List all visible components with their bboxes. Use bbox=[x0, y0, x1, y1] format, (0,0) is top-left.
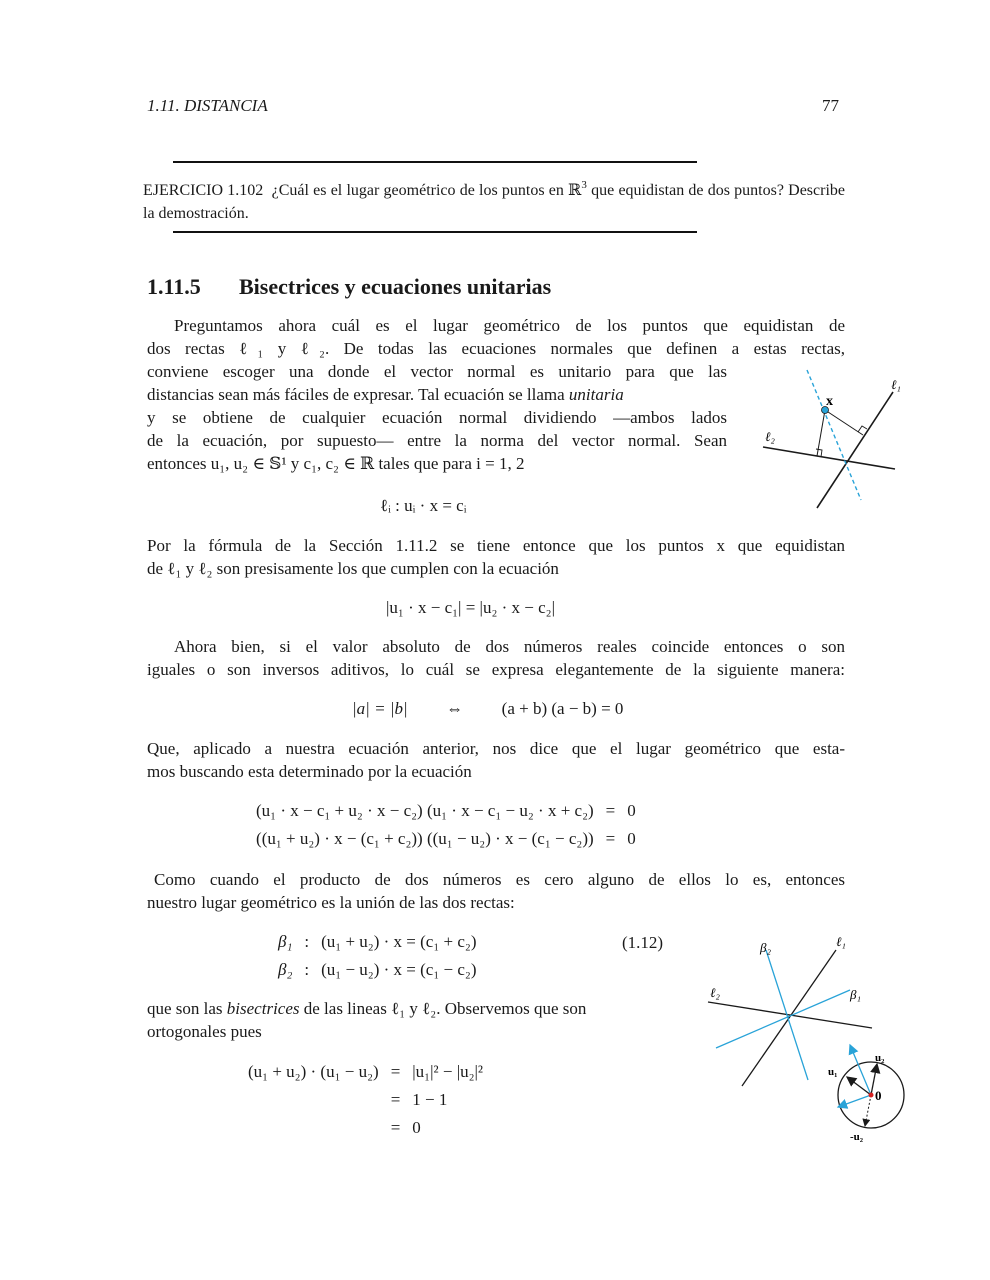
bisector-sep: : bbox=[304, 960, 310, 979]
para1-line4 bbox=[147, 383, 727, 406]
bisector-name: β₂ bbox=[278, 960, 293, 979]
eq-system-lhs: (u₁ · x − c₁ + u₂ · x − c₂) (u₁ · x − c₁ − u₂ · x + c₂) bbox=[256, 801, 594, 820]
running-head: 1.11. DISTANCIA bbox=[147, 96, 268, 115]
vector-difference bbox=[838, 1095, 871, 1107]
para6-line2: ortogonales pues bbox=[147, 1022, 262, 1041]
vector-neg-u2 bbox=[865, 1095, 871, 1126]
bisector-eq: (u₁ + u₂) · x = (c₁ + c₂) bbox=[321, 932, 477, 951]
eq-system-row bbox=[250, 825, 642, 853]
label-u1: u₁ bbox=[828, 1066, 838, 1078]
bisector-row bbox=[272, 928, 483, 956]
orth-row bbox=[242, 1058, 489, 1086]
origin-point bbox=[869, 1093, 874, 1098]
eq-system bbox=[250, 797, 642, 853]
para1-line6: de la ecuación, por supuesto— entre la norma del vector normal. Sean bbox=[147, 431, 727, 450]
orth-rhs: |u₁|² − |u₂|² bbox=[412, 1062, 484, 1081]
label-l2: ℓ₂ bbox=[765, 429, 775, 444]
para5-line2: nuestro lugar geométrico es la unión de las dos rectas: bbox=[147, 893, 515, 912]
eq-system-rel: = bbox=[605, 801, 616, 820]
line-l1 bbox=[742, 950, 836, 1086]
orth-row bbox=[242, 1114, 489, 1142]
bisector-dashed bbox=[807, 370, 861, 500]
section-number: 1.11.5 bbox=[147, 274, 201, 299]
bisector-name: β₁ bbox=[278, 932, 293, 951]
section-heading bbox=[147, 274, 551, 300]
label-l2: ℓ₂ bbox=[710, 985, 720, 1000]
equation-number: (1.12) bbox=[622, 933, 664, 952]
exercise-label: EJERCICIO 1.102 bbox=[143, 182, 264, 199]
eq-system-rhs: 0 bbox=[627, 829, 636, 848]
eq-iff-symbol: ⇔ bbox=[446, 699, 464, 718]
exercise-bottom-rule bbox=[173, 231, 697, 233]
label-beta1: β₁ bbox=[850, 987, 861, 1002]
para4-line2: mos buscando esta determinado por la ecuación bbox=[147, 762, 472, 781]
orth-rel: = bbox=[390, 1118, 401, 1137]
section-title: Bisectrices y ecuaciones unitarias bbox=[239, 274, 552, 299]
label-neg-u2: -u₂ bbox=[850, 1131, 864, 1143]
bisector-eq: (u₁ − u₂) · x = (c₁ − c₂) bbox=[321, 960, 477, 979]
para1-unitaria: unitaria bbox=[568, 385, 624, 404]
figure-lines-distance bbox=[755, 365, 905, 515]
orth-rel: = bbox=[390, 1062, 401, 1081]
label-l1: ℓ₁ bbox=[836, 934, 846, 949]
figure-bisectors bbox=[700, 930, 915, 1145]
para1-line7: entonces u₁, u₂ ∈ 𝕊¹ y c₁, c₂ ∈ ℝ tales que para i = 1, 2 bbox=[147, 454, 525, 473]
para6-text-a: que son las bbox=[147, 999, 227, 1018]
exercise-top-rule bbox=[173, 161, 697, 163]
eq-system-row bbox=[250, 797, 642, 825]
right-angle-l1 bbox=[858, 426, 867, 432]
eq-iff bbox=[352, 697, 623, 720]
perp-to-l1 bbox=[825, 410, 863, 435]
para4-line1: Que, aplicado a nuestra ecuación anterior, nos dice que el lugar geométrico que esta- bbox=[147, 739, 845, 758]
eq-system-lhs: ((u₁ + u₂) · x − (c₁ + c₂)) ((u₁ − u₂) · x − (c₁ − c₂)) bbox=[256, 829, 594, 848]
para1-line1: Preguntamos ahora cuál es el lugar geométrico de los puntos que equidistan de bbox=[174, 316, 845, 335]
orth-rhs: 0 bbox=[412, 1118, 421, 1137]
exercise-block bbox=[143, 174, 845, 225]
para5-line1: Como cuando el producto de dos números es cero alguno de ellos lo es, entonces bbox=[154, 870, 845, 889]
para1-line3: conviene escoger una donde el vector normal es unitario para que las bbox=[147, 362, 727, 381]
exercise-sup: 3 bbox=[581, 179, 587, 191]
label-origin: 0 bbox=[875, 1088, 882, 1103]
line-beta1 bbox=[716, 990, 850, 1048]
bisector-equations bbox=[272, 928, 483, 984]
orthogonality-equation bbox=[242, 1058, 489, 1142]
eq-absolute-values: |u₁ · x − c₁| = |u₂ · x − c₂| bbox=[386, 598, 555, 617]
orth-row bbox=[242, 1086, 489, 1114]
exercise-text-b: que equidistan de dos puntos? Describe la demostración. bbox=[143, 182, 846, 222]
eq-iff-left: |a| = |b| bbox=[352, 699, 408, 718]
para2-line1: Por la fórmula de la Sección 1.11.2 se tiene entonce que los puntos x que equidistan bbox=[147, 536, 845, 555]
label-l1: ℓ₁ bbox=[891, 377, 901, 392]
bisector-sep: : bbox=[304, 932, 310, 951]
para6-text-b: de las lineas ℓ₁ y ℓ₂. Observemos que son bbox=[299, 999, 587, 1018]
para1-line4-text: distancias sean más fáciles de expresar. Tal ecuación se llama bbox=[147, 385, 569, 404]
para1-line5: y se obtiene de cualquier ecuación normal dividiendo —ambos lados bbox=[147, 408, 727, 427]
orth-lhs: (u₁ + u₂) · (u₁ − u₂) bbox=[248, 1062, 379, 1081]
exercise-text-a: ¿Cuál es el lugar geométrico de los puntos en ℝ bbox=[271, 182, 582, 199]
label-u2: u₂ bbox=[875, 1052, 885, 1064]
bisector-row bbox=[272, 956, 483, 984]
eq-system-rel: = bbox=[605, 829, 616, 848]
para3-line2: iguales o son inversos aditivos, lo cuál se expresa elegantemente de la siguiente manera: bbox=[147, 660, 845, 679]
orth-rhs: 1 − 1 bbox=[412, 1090, 448, 1109]
para3-line1: Ahora bien, si el valor absoluto de dos números reales coincide entonces o son bbox=[174, 637, 845, 656]
label-x: x bbox=[826, 394, 833, 409]
orth-rel: = bbox=[390, 1090, 401, 1109]
eq-iff-right: (a + b) (a − b) = 0 bbox=[501, 699, 624, 718]
eq-line-definition: ℓᵢ : uᵢ · x = cᵢ bbox=[380, 496, 467, 515]
line-l2 bbox=[763, 447, 895, 469]
line-beta2 bbox=[766, 950, 808, 1080]
para1-line2: dos rectas ℓ₁ y ℓ₂. De todas las ecuaciones normales que definen a estas rectas, bbox=[147, 339, 845, 358]
orth-lhs bbox=[242, 1086, 385, 1114]
label-beta2: β₂ bbox=[760, 940, 771, 955]
para6-line1 bbox=[147, 997, 586, 1020]
para2-line2: de ℓ₁ y ℓ₂ son presisamente los que cumplen con la ecuación bbox=[147, 559, 559, 578]
para6-bisectrices: bisectrices bbox=[226, 999, 300, 1018]
orth-lhs bbox=[242, 1114, 385, 1142]
page-number: 77 bbox=[822, 96, 839, 115]
eq-system-rhs: 0 bbox=[627, 801, 636, 820]
